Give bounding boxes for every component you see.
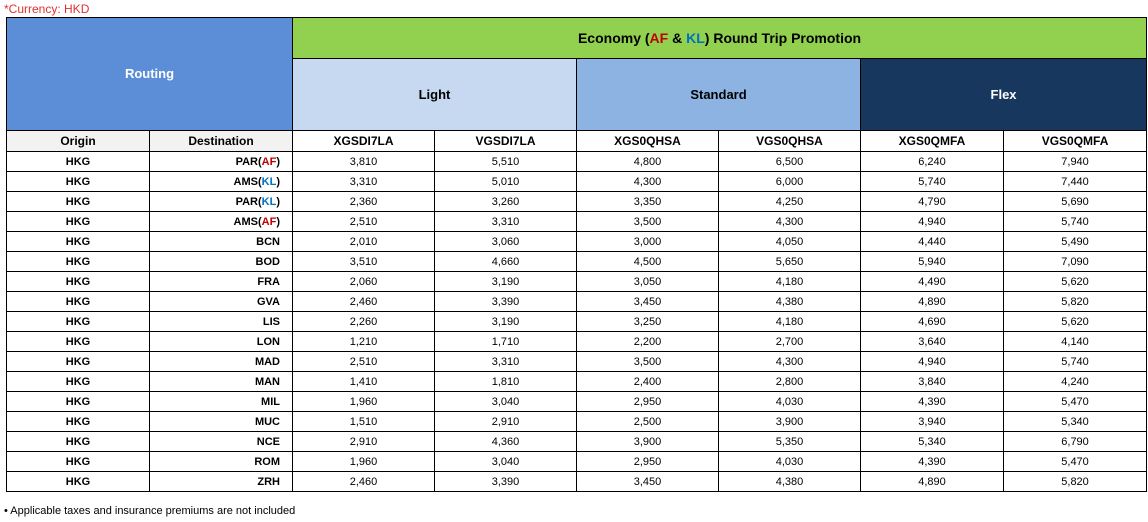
fare-cell: 2,010 [293, 232, 435, 252]
fare-cell: 4,140 [1004, 332, 1147, 352]
fare-cell: 4,380 [719, 472, 861, 492]
fare-cell: 4,890 [861, 472, 1004, 492]
table-row [7, 192, 1147, 212]
fare-cell: 5,650 [719, 252, 861, 272]
fare-cell: 5,740 [861, 172, 1004, 192]
origin-cell: HKG [7, 212, 150, 232]
fare-cell: 5,690 [1004, 192, 1147, 212]
fare-code-header: VGS0QMFA [1004, 131, 1147, 152]
origin-cell: HKG [7, 192, 150, 212]
fare-table [6, 17, 1147, 492]
fare-cell: 4,050 [719, 232, 861, 252]
promo-af: AF [649, 30, 669, 46]
destination-cell [150, 452, 293, 472]
fare-cell: 5,340 [1004, 412, 1147, 432]
origin-cell: HKG [7, 272, 150, 292]
destination-cell: PAR(AF) [150, 152, 293, 172]
fare-cell: 3,390 [435, 292, 577, 312]
destination-cell [150, 232, 293, 252]
table-row [7, 292, 1147, 312]
destination-code: MAN [254, 375, 280, 388]
fare-cell: 3,840 [861, 372, 1004, 392]
fare-cell: 6,000 [719, 172, 861, 192]
fare-cell: 4,180 [719, 312, 861, 332]
fare-cell: 3,310 [293, 172, 435, 192]
fare-cell: 5,510 [435, 152, 577, 172]
table-row [7, 352, 1147, 372]
fare-cell: 4,800 [577, 152, 719, 172]
fare-cell: 2,950 [577, 392, 719, 412]
table-row [7, 332, 1147, 352]
fare-cell: 4,180 [719, 272, 861, 292]
table-row [7, 472, 1147, 492]
fare-cell: 5,470 [1004, 452, 1147, 472]
destination-header: Destination [150, 131, 293, 152]
destination-code: PAR [235, 155, 258, 168]
origin-cell: HKG [7, 452, 150, 472]
table-row [7, 232, 1147, 252]
fare-cell: 4,790 [861, 192, 1004, 212]
standard-fare-header: Standard [577, 59, 861, 131]
fare-cell: 3,500 [577, 352, 719, 372]
fare-cell: 4,300 [719, 212, 861, 232]
fare-cell: 6,240 [861, 152, 1004, 172]
fare-cell: 5,820 [1004, 292, 1147, 312]
fare-cell: 3,040 [435, 452, 577, 472]
origin-cell: HKG [7, 332, 150, 352]
fare-cell: 4,030 [719, 392, 861, 412]
origin-cell: HKG [7, 372, 150, 392]
destination-cell [150, 392, 293, 412]
fare-cell: 3,500 [577, 212, 719, 232]
fare-cell: 2,460 [293, 472, 435, 492]
origin-cell: HKG [7, 252, 150, 272]
destination-code: GVA [256, 295, 280, 308]
carrier-code: KL [261, 195, 277, 208]
destination-code: MAD [254, 355, 280, 368]
fare-cell: 4,030 [719, 452, 861, 472]
fare-cell: 5,620 [1004, 272, 1147, 292]
promotion-title [293, 18, 1147, 59]
origin-header: Origin [7, 131, 150, 152]
destination-code: AMS [233, 175, 258, 188]
origin-cell: HKG [7, 152, 150, 172]
fare-cell: 3,190 [435, 312, 577, 332]
fare-cell: 4,500 [577, 252, 719, 272]
table-row [7, 412, 1147, 432]
fare-cell: 3,940 [861, 412, 1004, 432]
destination-code: AMS [233, 215, 258, 228]
fare-cell: 3,190 [435, 272, 577, 292]
fare-cell: 4,390 [861, 452, 1004, 472]
origin-cell: HKG [7, 392, 150, 412]
carrier-code: KL [261, 175, 277, 188]
fare-cell: 3,510 [293, 252, 435, 272]
fare-cell: 3,310 [435, 212, 577, 232]
destination-code: BOD [255, 255, 280, 268]
fare-cell: 3,350 [577, 192, 719, 212]
origin-cell: HKG [7, 312, 150, 332]
fare-cell: 3,900 [577, 432, 719, 452]
table-row [7, 372, 1147, 392]
light-fare-header: Light [293, 59, 577, 131]
fare-cell: 6,500 [719, 152, 861, 172]
origin-cell: HKG [7, 412, 150, 432]
footnote: • Applicable taxes and insurance premiums are not included [4, 505, 296, 517]
fare-cell: 4,490 [861, 272, 1004, 292]
destination-code: LON [256, 335, 280, 348]
origin-cell: HKG [7, 432, 150, 452]
fare-cell: 3,310 [435, 352, 577, 372]
fare-cell: 2,950 [577, 452, 719, 472]
table-row [7, 272, 1147, 292]
fare-cell: 2,510 [293, 212, 435, 232]
fare-cell: 2,260 [293, 312, 435, 332]
fare-cell: 3,050 [577, 272, 719, 292]
fare-cell: 3,040 [435, 392, 577, 412]
fare-cell: 3,260 [435, 192, 577, 212]
fare-cell: 5,620 [1004, 312, 1147, 332]
fare-cell: 3,000 [577, 232, 719, 252]
destination-code: FRA [257, 275, 280, 288]
destination-code: MIL [261, 395, 280, 408]
fare-cell: 2,360 [293, 192, 435, 212]
fare-cell: 2,910 [435, 412, 577, 432]
fare-cell: 1,410 [293, 372, 435, 392]
destination-cell: PAR(KL) [150, 192, 293, 212]
origin-cell: HKG [7, 352, 150, 372]
destination-cell [150, 432, 293, 452]
destination-cell: AMS(AF) [150, 212, 293, 232]
fare-cell: 1,510 [293, 412, 435, 432]
promo-kl: KL [686, 30, 705, 46]
fare-cell: 4,300 [719, 352, 861, 372]
fare-cell: 7,440 [1004, 172, 1147, 192]
destination-cell [150, 372, 293, 392]
destination-cell [150, 472, 293, 492]
fare-cell: 4,660 [435, 252, 577, 272]
promo-prefix: Economy ( [577, 30, 650, 46]
destination-cell [150, 252, 293, 272]
destination-cell [150, 292, 293, 312]
destination-cell: AMS(KL) [150, 172, 293, 192]
destination-code: NCE [256, 435, 280, 448]
destination-cell [150, 312, 293, 332]
fare-cell: 1,710 [435, 332, 577, 352]
fare-cell: 3,250 [577, 312, 719, 332]
table-row [7, 452, 1147, 472]
destination-code: LIS [262, 315, 280, 328]
fare-cell: 4,380 [719, 292, 861, 312]
fare-cell: 5,940 [861, 252, 1004, 272]
fare-cell: 5,490 [1004, 232, 1147, 252]
fare-cell: 3,450 [577, 472, 719, 492]
fare-code-header: XGSDI7LA [293, 131, 435, 152]
fare-cell: 4,440 [861, 232, 1004, 252]
fare-code-header: XGS0QHSA [577, 131, 719, 152]
carrier-code: AF [261, 215, 277, 228]
destination-cell [150, 412, 293, 432]
fare-cell: 2,910 [293, 432, 435, 452]
fare-cell: 5,340 [861, 432, 1004, 452]
fare-cell: 7,090 [1004, 252, 1147, 272]
destination-cell [150, 352, 293, 372]
fare-cell: 5,820 [1004, 472, 1147, 492]
fare-cell: 2,700 [719, 332, 861, 352]
fare-cell: 1,960 [293, 392, 435, 412]
fare-cell: 4,240 [1004, 372, 1147, 392]
fare-cell: 3,060 [435, 232, 577, 252]
fare-cell: 5,470 [1004, 392, 1147, 412]
origin-cell: HKG [7, 232, 150, 252]
fare-cell: 4,360 [435, 432, 577, 452]
fare-cell: 2,200 [577, 332, 719, 352]
destination-code: BCN [256, 235, 280, 248]
origin-cell: HKG [7, 172, 150, 192]
table-row [7, 152, 1147, 172]
fare-cell: 3,640 [861, 332, 1004, 352]
fare-cell: 4,940 [861, 352, 1004, 372]
fare-cell: 6,790 [1004, 432, 1147, 452]
table-row [7, 172, 1147, 192]
fare-cell: 4,390 [861, 392, 1004, 412]
destination-code: MUC [254, 415, 280, 428]
fare-code-header: VGS0QHSA [719, 131, 861, 152]
table-row [7, 392, 1147, 412]
table-row [7, 212, 1147, 232]
fare-code-header: VGSDI7LA [435, 131, 577, 152]
table-row [7, 312, 1147, 332]
fare-cell: 3,900 [719, 412, 861, 432]
fare-cell: 5,350 [719, 432, 861, 452]
fare-cell: 2,800 [719, 372, 861, 392]
table-row [7, 252, 1147, 272]
destination-cell [150, 332, 293, 352]
fare-cell: 1,810 [435, 372, 577, 392]
fare-cell: 2,060 [293, 272, 435, 292]
fare-cell: 1,960 [293, 452, 435, 472]
fare-cell: 7,940 [1004, 152, 1147, 172]
origin-cell: HKG [7, 292, 150, 312]
fare-cell: 3,390 [435, 472, 577, 492]
fare-cell: 1,210 [293, 332, 435, 352]
promo-suffix: ) Round Trip Promotion [704, 30, 862, 46]
destination-code: ROM [254, 455, 280, 468]
fare-cell: 4,300 [577, 172, 719, 192]
fare-code-header: XGS0QMFA [861, 131, 1004, 152]
fare-cell: 3,810 [293, 152, 435, 172]
fare-cell: 2,500 [577, 412, 719, 432]
currency-note: *Currency: HKD [4, 2, 90, 16]
fare-cell: 3,450 [577, 292, 719, 312]
flex-fare-header: Flex [861, 59, 1147, 131]
fare-cell: 4,940 [861, 212, 1004, 232]
fare-rows [7, 152, 1147, 492]
fare-cell: 5,740 [1004, 212, 1147, 232]
routing-header: Routing [7, 18, 293, 131]
origin-cell: HKG [7, 472, 150, 492]
fare-cell: 2,510 [293, 352, 435, 372]
fare-cell: 4,250 [719, 192, 861, 212]
fare-cell: 5,010 [435, 172, 577, 192]
fare-cell: 2,400 [577, 372, 719, 392]
promo-amp: & [668, 30, 687, 46]
fare-cell: 5,740 [1004, 352, 1147, 372]
destination-code: PAR [235, 195, 258, 208]
destination-code: ZRH [257, 475, 280, 488]
carrier-code: AF [261, 155, 277, 168]
table-row [7, 432, 1147, 452]
fare-cell: 4,690 [861, 312, 1004, 332]
fare-cell: 2,460 [293, 292, 435, 312]
destination-cell [150, 272, 293, 292]
fare-cell: 4,890 [861, 292, 1004, 312]
